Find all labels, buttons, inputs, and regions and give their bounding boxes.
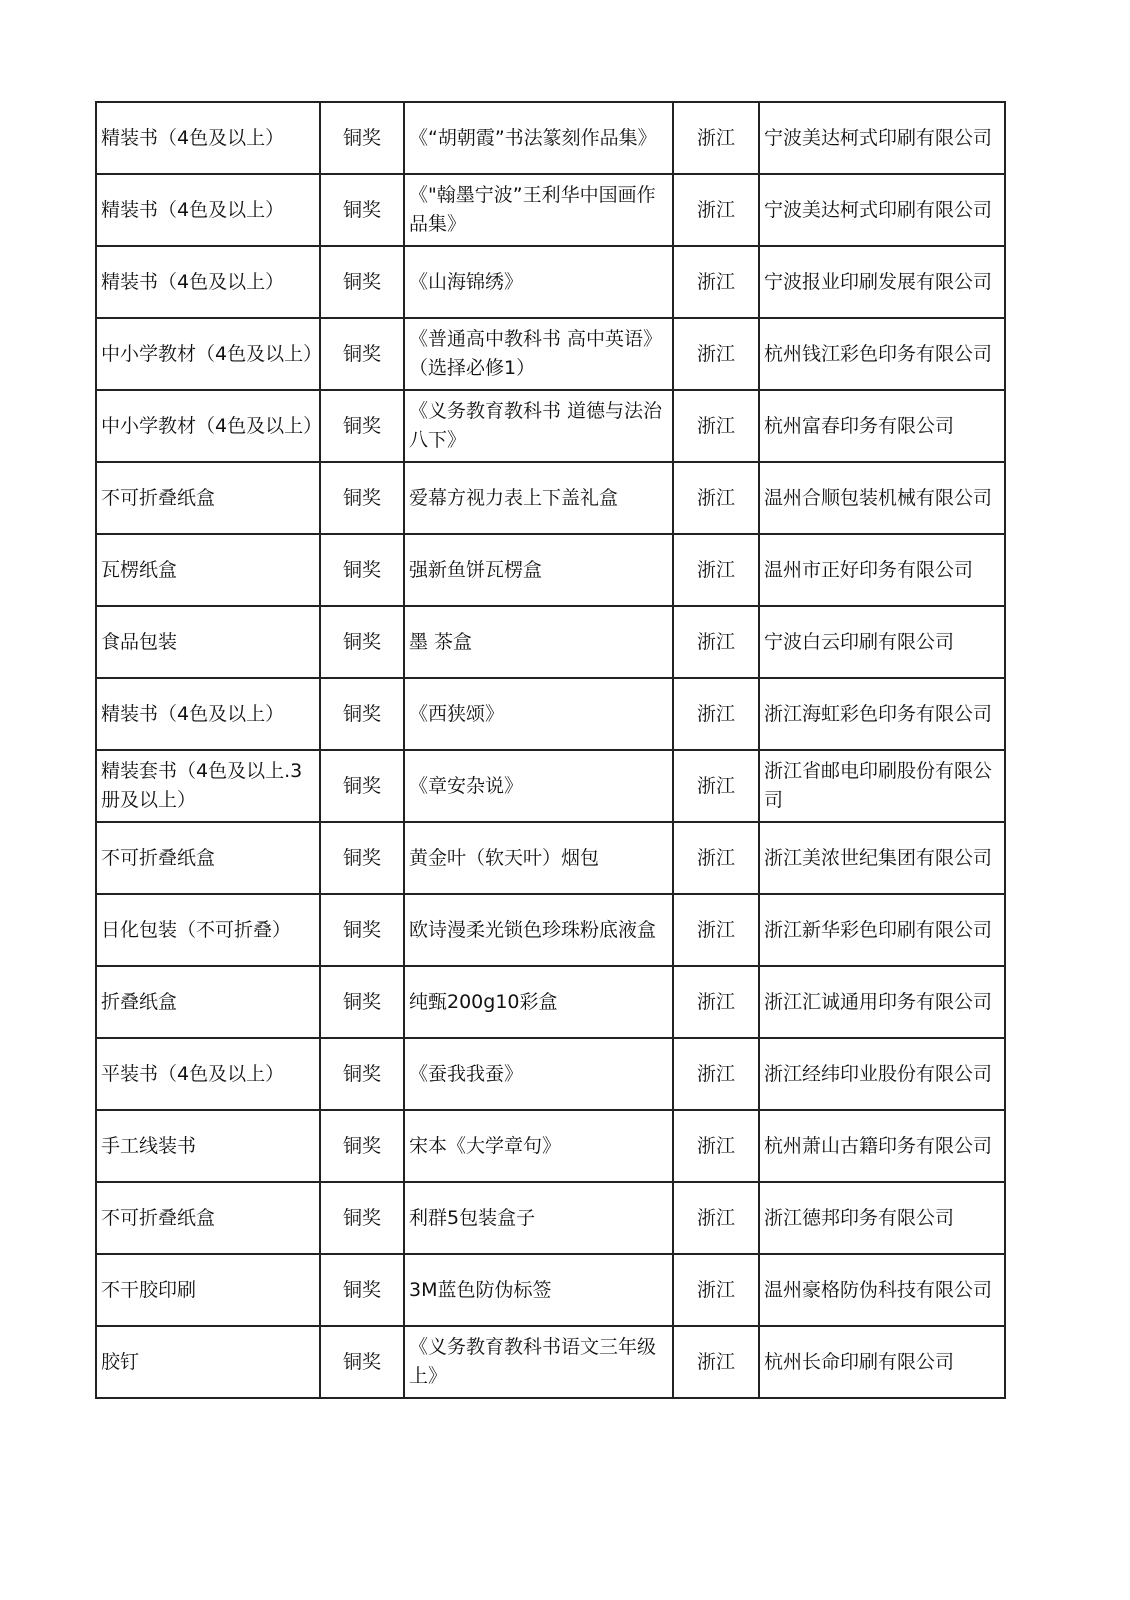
product-title-cell: 《“胡朝霞”书法篆刻作品集》 — [404, 102, 673, 174]
category-cell: 不可折叠纸盒 — [96, 1182, 320, 1254]
award-cell: 铜奖 — [320, 966, 404, 1038]
company-cell: 宁波报业印刷发展有限公司 — [759, 246, 1005, 318]
company-cell: 杭州长命印刷有限公司 — [759, 1326, 1005, 1398]
province-cell: 浙江 — [673, 1110, 759, 1182]
table-row — [96, 822, 1005, 894]
award-cell: 铜奖 — [320, 174, 404, 246]
company-cell: 宁波美达柯式印刷有限公司 — [759, 174, 1005, 246]
award-cell: 铜奖 — [320, 1326, 404, 1398]
awards-table-body — [96, 102, 1005, 1398]
award-cell: 铜奖 — [320, 1254, 404, 1326]
category-cell: 精装书（4色及以上） — [96, 102, 320, 174]
product-title-cell: 强新鱼饼瓦楞盒 — [404, 534, 673, 606]
product-title-cell: 利群5包装盒子 — [404, 1182, 673, 1254]
province-cell: 浙江 — [673, 750, 759, 822]
table-row — [96, 246, 1005, 318]
table-row — [96, 534, 1005, 606]
award-cell: 铜奖 — [320, 894, 404, 966]
award-cell: 铜奖 — [320, 318, 404, 390]
award-cell: 铜奖 — [320, 822, 404, 894]
category-cell: 不干胶印刷 — [96, 1254, 320, 1326]
company-cell: 浙江德邦印务有限公司 — [759, 1182, 1005, 1254]
award-cell: 铜奖 — [320, 678, 404, 750]
product-title-cell: 《西狭颂》 — [404, 678, 673, 750]
awards-table — [95, 101, 1006, 1399]
table-row — [96, 894, 1005, 966]
product-title-cell: 《义务教育教科书 道德与法治八下》 — [404, 390, 673, 462]
company-cell: 温州豪格防伪科技有限公司 — [759, 1254, 1005, 1326]
category-cell: 折叠纸盒 — [96, 966, 320, 1038]
table-row — [96, 462, 1005, 534]
company-cell: 浙江新华彩色印刷有限公司 — [759, 894, 1005, 966]
product-title-cell: 《蚕我我蚕》 — [404, 1038, 673, 1110]
product-title-cell: 3M蓝色防伪标签 — [404, 1254, 673, 1326]
province-cell: 浙江 — [673, 102, 759, 174]
award-cell: 铜奖 — [320, 534, 404, 606]
province-cell: 浙江 — [673, 174, 759, 246]
table-row — [96, 678, 1005, 750]
company-cell: 浙江海虹彩色印务有限公司 — [759, 678, 1005, 750]
province-cell: 浙江 — [673, 462, 759, 534]
province-cell: 浙江 — [673, 606, 759, 678]
product-title-cell: 黄金叶（软天叶）烟包 — [404, 822, 673, 894]
company-cell: 浙江美浓世纪集团有限公司 — [759, 822, 1005, 894]
category-cell: 平装书（4色及以上） — [96, 1038, 320, 1110]
table-row — [96, 1110, 1005, 1182]
category-cell: 精装书（4色及以上） — [96, 246, 320, 318]
product-title-cell: 《章安杂说》 — [404, 750, 673, 822]
company-cell: 杭州富春印务有限公司 — [759, 390, 1005, 462]
company-cell: 温州合顺包装机械有限公司 — [759, 462, 1005, 534]
award-cell: 铜奖 — [320, 102, 404, 174]
province-cell: 浙江 — [673, 966, 759, 1038]
award-cell: 铜奖 — [320, 750, 404, 822]
award-cell: 铜奖 — [320, 390, 404, 462]
category-cell: 精装书（4色及以上） — [96, 174, 320, 246]
province-cell: 浙江 — [673, 246, 759, 318]
product-title-cell: 欧诗漫柔光锁色珍珠粉底液盒 — [404, 894, 673, 966]
product-title-cell: 《"翰墨宁波”王利华中国画作品集》 — [404, 174, 673, 246]
table-row — [96, 390, 1005, 462]
table-row — [96, 174, 1005, 246]
table-row — [96, 1254, 1005, 1326]
table-row — [96, 1326, 1005, 1398]
product-title-cell: 《山海锦绣》 — [404, 246, 673, 318]
province-cell: 浙江 — [673, 534, 759, 606]
table-row — [96, 318, 1005, 390]
province-cell: 浙江 — [673, 1182, 759, 1254]
province-cell: 浙江 — [673, 894, 759, 966]
table-row — [96, 750, 1005, 822]
product-title-cell: 宋本《大学章句》 — [404, 1110, 673, 1182]
product-title-cell: 墨 茶盒 — [404, 606, 673, 678]
province-cell: 浙江 — [673, 822, 759, 894]
award-cell: 铜奖 — [320, 1182, 404, 1254]
award-cell: 铜奖 — [320, 606, 404, 678]
category-cell: 食品包装 — [96, 606, 320, 678]
province-cell: 浙江 — [673, 678, 759, 750]
table-row — [96, 102, 1005, 174]
company-cell: 温州市正好印务有限公司 — [759, 534, 1005, 606]
category-cell: 瓦楞纸盒 — [96, 534, 320, 606]
province-cell: 浙江 — [673, 390, 759, 462]
company-cell: 浙江省邮电印刷股份有限公司 — [759, 750, 1005, 822]
category-cell: 手工线装书 — [96, 1110, 320, 1182]
company-cell: 宁波白云印刷有限公司 — [759, 606, 1005, 678]
table-row — [96, 1182, 1005, 1254]
category-cell: 精装套书（4色及以上.3册及以上） — [96, 750, 320, 822]
company-cell: 浙江汇诚通用印务有限公司 — [759, 966, 1005, 1038]
category-cell: 精装书（4色及以上） — [96, 678, 320, 750]
award-cell: 铜奖 — [320, 246, 404, 318]
product-title-cell: 纯甄200g10彩盒 — [404, 966, 673, 1038]
category-cell: 日化包装（不可折叠） — [96, 894, 320, 966]
award-cell: 铜奖 — [320, 462, 404, 534]
table-row — [96, 1038, 1005, 1110]
province-cell: 浙江 — [673, 1038, 759, 1110]
product-title-cell: 《义务教育教科书语文三年级上》 — [404, 1326, 673, 1398]
province-cell: 浙江 — [673, 1326, 759, 1398]
category-cell: 不可折叠纸盒 — [96, 822, 320, 894]
category-cell: 中小学教材（4色及以上） — [96, 390, 320, 462]
company-cell: 杭州萧山古籍印务有限公司 — [759, 1110, 1005, 1182]
table-row — [96, 606, 1005, 678]
province-cell: 浙江 — [673, 1254, 759, 1326]
category-cell: 不可折叠纸盒 — [96, 462, 320, 534]
product-title-cell: 爱幕方视力表上下盖礼盒 — [404, 462, 673, 534]
company-cell: 浙江经纬印业股份有限公司 — [759, 1038, 1005, 1110]
company-cell: 杭州钱江彩色印务有限公司 — [759, 318, 1005, 390]
product-title-cell: 《普通高中教科书 高中英语》（选择必修1） — [404, 318, 673, 390]
award-cell: 铜奖 — [320, 1110, 404, 1182]
company-cell: 宁波美达柯式印刷有限公司 — [759, 102, 1005, 174]
category-cell: 中小学教材（4色及以上） — [96, 318, 320, 390]
table-row — [96, 966, 1005, 1038]
category-cell: 胶钉 — [96, 1326, 320, 1398]
award-cell: 铜奖 — [320, 1038, 404, 1110]
province-cell: 浙江 — [673, 318, 759, 390]
